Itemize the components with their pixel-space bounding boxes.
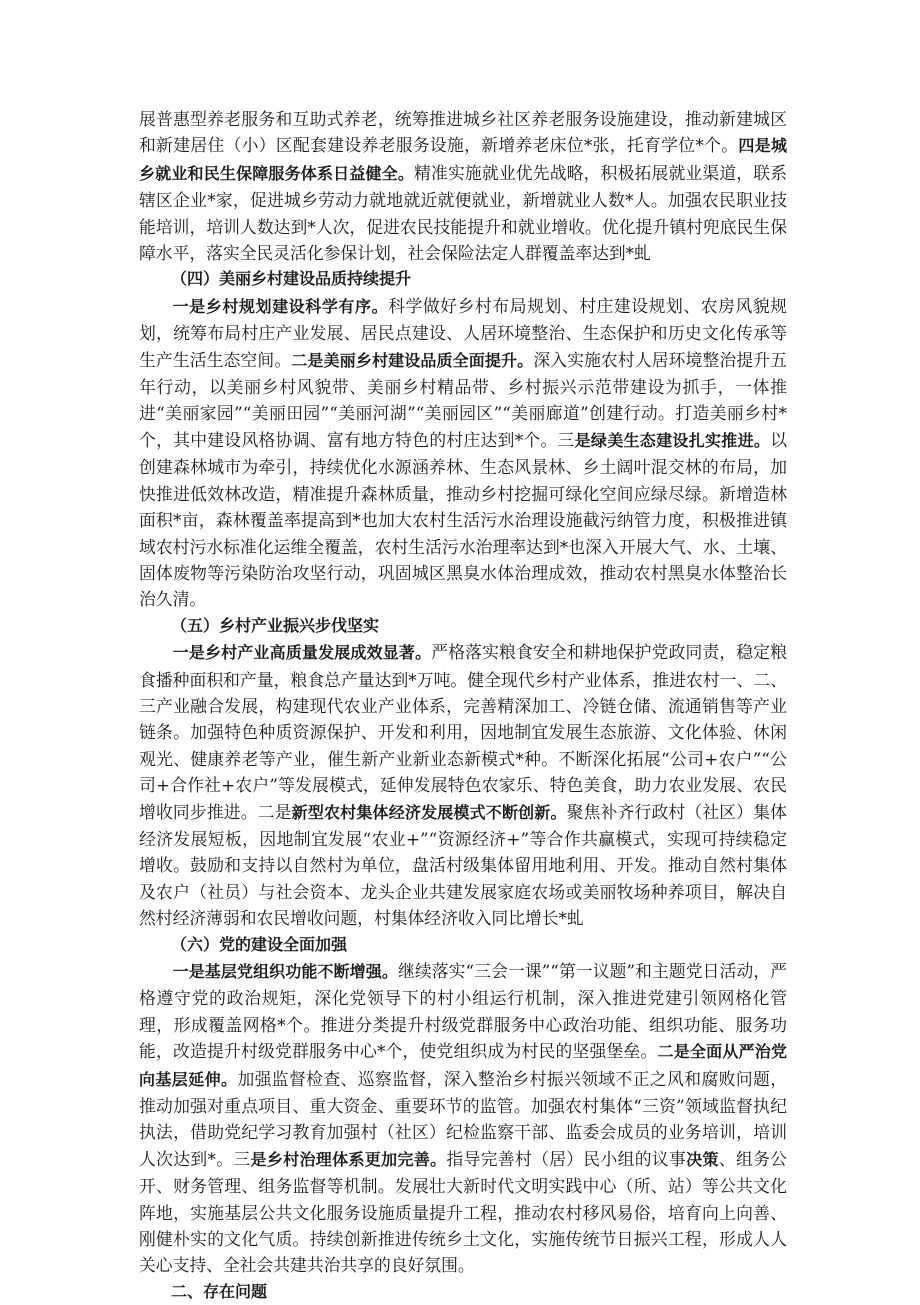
- document-page: [139, 106, 787, 1305]
- paragraph-rural-beauty: 一是乡村规划建设科学有序。科学做好乡村布局规划、村庄建设规划、农房风貌规划，统筹布局村庄产业发展、居民点建设、人居环境整治、生态保护和历史文化传承等生产生活生态空间。二是美丽乡村建设品质全面提升。深入实施农村人居环境整治提升五年行动，以美丽乡村风貌带、美丽乡村精品带、乡村振兴示范带建设为抓手，一体推进“美丽家园”“美丽田园”“美丽河湖”“美丽园区”“美丽廊道”创建行动。打造美丽乡村*个，其中建设风格协调、富有地方特色的村庄达到*个。三是绿美生态建设扎实推进。以创建森林城市为牵引，持续优化水源涵养林、生态风景林、乡土阔叶混交林的布局，加快推进低效林改造，精准提升森林质量，推动乡村挖掘可绿化空间应绿尽绿。新增造林面积*亩，森林覆盖率提高到*也加大农村生活污水治理设施截污纳管力度，积极推进镇域农村污水标准化运维全覆盖，农村生活污水治理率达到*也深入开展大气、水、土壤、固体废物等污染防治攻坚行动，巩固城区黑臭水体治理成效，推动农村黑臭水体整治长治久清。: [139, 295, 787, 610]
- section-heading-problems: 二、存在问题: [171, 1281, 268, 1301]
- bold-lead-phrase: 一是基层党组织功能不断增强。: [172, 962, 398, 981]
- bold-lead-phrase: 一是乡村规划建设科学有序。: [172, 296, 389, 316]
- section-heading-6: （六）党的建设全面加强: [171, 934, 348, 954]
- bold-lead-phrase: 二是全面从严治党向基层延伸。: [139, 1042, 787, 1089]
- bold-lead-phrase: 是绿美生态建设扎实推进。: [574, 430, 771, 450]
- section-heading-5: （五）乡村产业振兴步伐坚实: [171, 615, 380, 635]
- paragraph-party-building: 一是基层党组织功能不断增强。继续落实“三会一课”“第一议题”和主题党日活动，严格遵守党的政治规矩，深化党领导下的村小组运行机制，深入推进党建引领网格化管理，形成覆盖网格*个。推进分类提升村级党群服务中心政治功能、组织功能、服务功能，改造提升村级党群服务中心*个，使党组织成为村民的坚强堡垒。二是全面从严治党向基层延伸。加强监督检查、巡察监督，深入整治乡村振兴领域不正之风和腐败问题，推动加强对重点项目、重大资金、重要环节的监管。加强农村集体“三资”领域监督执纪执法，借助党纪学习教育加强村（社区）纪检监察干部、监委会成员的业务培训，培训人次达到*。三是乡村治理体系更加完善。指导完善村（居）民小组的议事决策、组务公开、财务管理、组务监督等机制。发展壮大新时代文明实践中心（所、站）等公共文化阵地，实施基层公共文化服务设施质量提升工程，推动农村移风易俗，培育向上向善、刚健朴实的文化气质。持续创新推进传统乡土文化，实施传统节日振兴工程，形成人人关心支持、全社会共建共治共享的良好氛围。: [139, 961, 787, 1276]
- bold-lead-phrase: 四是城乡就业和民生保障服务体系日益健全。: [139, 136, 787, 183]
- paragraph-industry: 一是乡村产业高质量发展成效显著。严格落实粮食安全和耕地保护党政同责，稳定粮食播种面积和产量，粮食总产量达到*万吨。健全现代乡村产业体系，推进农村一、二、三产业融合发展，构建现代农业产业体系，完善精深加工、冷链仓储、流通销售等产业链条。加强特色种质资源保护、开发和利用，因地制宜发展生态旅游、文化体验、休闲观光、健康养老等产业，催生新产业新业态新模式*种。不断深化拓展“公司+农户”“公司+合作社+农户”等发展模式，延伸发展特色农家乐、特色美食，助力农业发展、农民增收同步推进。二是新型农村集体经济发展模式不断创新。聚焦补齐行政村（社区）集体经济发展短板，因地制宜发展“农业+”“资源经济+”等合作共赢模式，实现可持续稳定增收。鼓励和支持以自然村为单位，盘活村级集体留用地利用、开发。推动自然村集体及农户（社员）与社会资本、龙头企业共建发展家庭农场或美丽牧场种养项目，解决自然村经济薄弱和农民增收问题，村集体经济收入同比增长*虬: [139, 642, 787, 929]
- section-heading-4: （四）美丽乡村建设品质持续提升: [171, 269, 412, 289]
- bold-lead-phrase: 一是乡村产业高质量发展成效显著。: [172, 643, 432, 663]
- bold-lead-phrase: 是乡村治理体系更加完善。: [250, 1149, 447, 1169]
- bold-lead-phrase: 新型农村集体经济发展模式不断创新。: [291, 802, 567, 822]
- bold-lead-phrase: 决策: [686, 1149, 719, 1169]
- bold-lead-phrase: 二是美丽乡村建设品质全面提升。: [291, 350, 534, 370]
- paragraph-continuation: 展普惠型养老服务和互助式养老，统筹推进城乡社区养老服务设施建设，推动新建城区和新建居住（小）区配套建设养老服务设施，新增养老床位*张，托育学位*个。四是城乡就业和民生保障服务体系日益健全。精准实施就业优先战略，积极拓展就业渠道，联系辖区企业*家，促进城乡劳动力就地就近就便就业，新增就业人数*人。加强农民职业技能培训，培训人数达到*人次，促进农民技能提升和就业增收。优化提升镇村兜底民生保障水平，落实全民灵活化参保计划，社会保险法定人群覆盖率达到*虬: [139, 109, 787, 264]
